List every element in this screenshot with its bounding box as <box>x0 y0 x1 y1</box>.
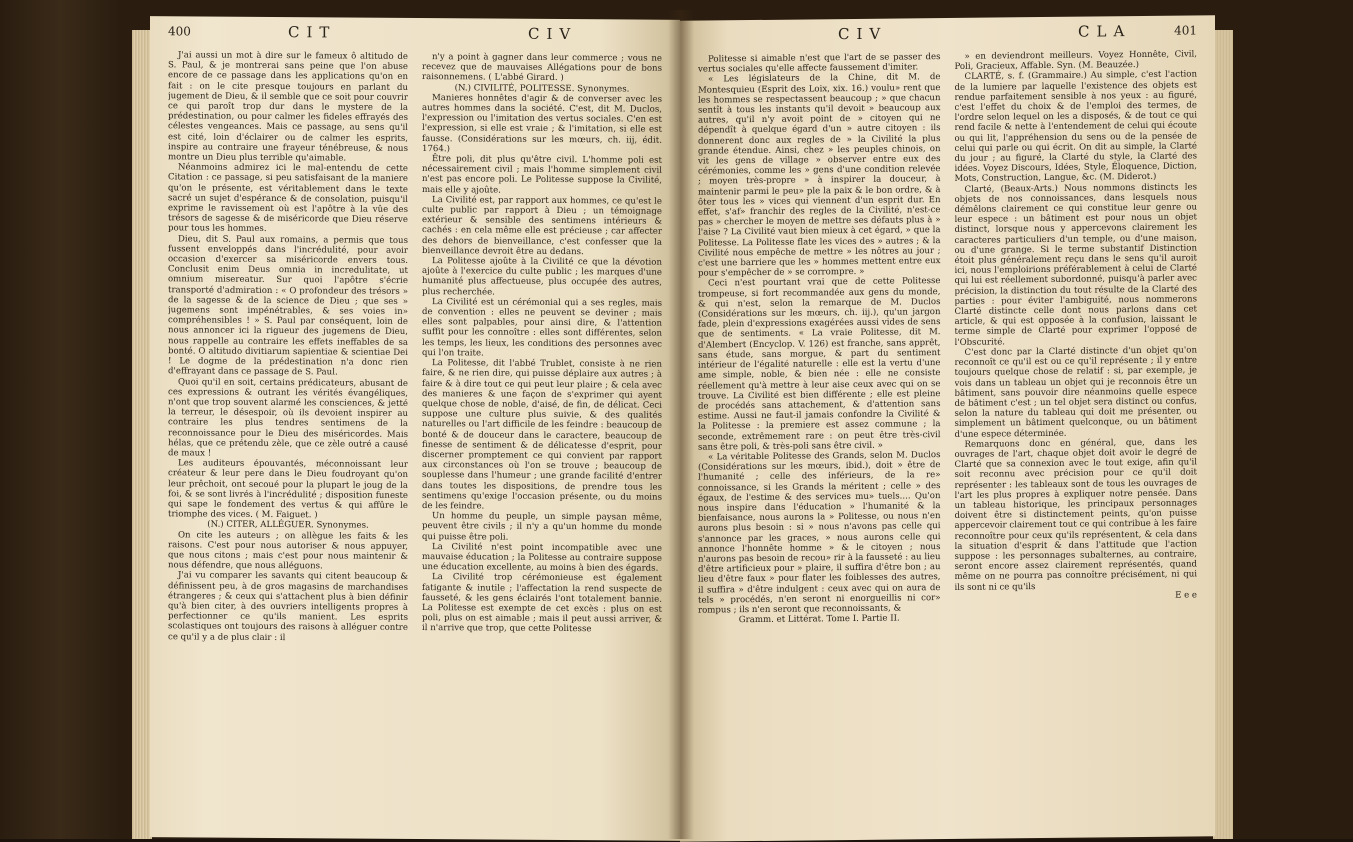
page-number: 401 <box>1174 23 1197 38</box>
left-page-header <box>168 16 662 45</box>
running-head: CIT <box>288 23 337 42</box>
running-head: CLA <box>1078 22 1132 41</box>
paragraph: La Civilité n'est point incompatible avec une mauvaise éducation ; la Politesse au contraire suppose une éducation excellente, au moins à bien des égards. <box>422 541 662 574</box>
paragraph: La Politesse, dit l'abbé Trublet, consiste à ne rien faire, & ne rien dire, qui puisse déplaire aux autres ; à faire & à dire tout ce qui peut leur plaire ; & cela avec des manieres & une façon de s'exprimer qui ayent quelque chose de noble, d'aisé, de fin, de délicat. Ceci suppose une culture plus suivie, & des qualités naturelles ou l'art difficile de les feindre : beaucoup de bonté & de douceur dans le caractere, beaucoup de finesse de sentiment & de délicatesse d'esprit, pour discerner promptement ce qui convient par rapport aux circonstances où l'on se trouve ; beaucoup de souplesse dans l'humeur ; une grande facilité d'entrer dans toutes les dispositions, de prendre tous les sentimens qu'exige l'occasion présente, ou du moins de les feindre. <box>422 358 662 512</box>
right-page <box>680 15 1215 842</box>
signature-mark: E e e <box>1175 590 1197 601</box>
paragraph: « La véritable Politesse des Grands, selon M. Duclos (Considérations sur les mœurs, ibid.), doit » être de l'humanité ; celle des inférieurs, de la re» connoissance, si les Grands la méritent ; celle » des égaux, de l'estime & des services mu» tuels.... Qu'on nous inspire dans l'éducation » l'humanité & la bienfaisance, nous aurons la » Politesse, ou nous n'en aurons plus besoin : si » nous n'avons pas celle qui s'annonce par les graces, » nous aurons celle qui annonce l'honnête homme » & le citoyen ; nous n'aurons pas besoin de recou» rir à la fausseté : au lieu d'être artificieux pour » plaire, il suffira d'être bon ; au lieu d'être faux » pour flater les foiblesses des autres, il suffira » d'être indulgent : ceux avec qui on aura de tels » procédés, n'en seront ni enorgueillis ni cor» rompus ; ils n'en seront que reconnoissants, & <box>698 449 941 616</box>
left-page <box>150 16 680 841</box>
book-gutter <box>668 10 694 839</box>
paragraph: Politesse si aimable n'est que l'art de se passer des vertus sociales qu'elle affecte faussement d'imiter. <box>698 52 941 75</box>
paragraph: » en deviendront meilleurs. Voyez Honnête, Civil, Poli, Gracieux, Affable. Syn. (M. Beauzée.) <box>954 49 1197 73</box>
paragraph: n'y a point à gagner dans leur commerce ; vous ne recevez que de mauvaises Allégations pour de bons raisonnemens. ( L'abbé Girard. ) <box>422 52 662 84</box>
running-head: CIV <box>528 24 578 44</box>
text-column <box>698 52 941 834</box>
paragraph: Dieu, dit S. Paul aux romains, a permis que tous fussent enveloppés dans l'incrédulité, pour avoir occasion d'exercer sa miséricorde envers tous. Conclusit enim Deus omnia in incredulitate, ut omnium misereatur. Sur quoi l'apôtre s'écrie transporté d'admiration : « O profondeur des trésors » de la sagesse & de la science de Dieu ; que ses » jugemens sont impénétrables, & ses voies in» compréhensibles ! » S. Paul par conséquent, loin de nous annoncer ici la rigueur des jugemens de Dieu, nous rappelle au contraire les effets ineffables de sa bonté. O altitudo divitiarum sapientiae & scientiae Dei ! Le dogme de la prédestination n'a donc rien d'effrayant dans ce passage de S. Paul. <box>168 234 408 378</box>
text-columns <box>698 49 1197 833</box>
paragraph: Être poli, dit plus qu'être civil. L'homme poli est nécessairement civil ; mais l'homme simplement civil n'est pas encore poli. Le Politesse suppose la Civilité, mais elle y ajoûte. <box>422 154 662 196</box>
paragraph: Les auditeurs épouvantés, méconnoissant leur créateur & leur pere dans le Dieu foudroyant qu'on leur prêchoit, ont secoué pour la plupart le joug de la foi, & se sont livrés à l'incrédulité ; disposition funeste qui sape le fondement des vertus & qui affûre le triomphe des vices. ( M. Faiguet. ) <box>168 458 408 521</box>
paragraph: La Civilité est, par rapport aux hommes, ce qu'est le culte public par rapport à Dieu ; un témoignage extérieur & sensible des sentimens intérieurs & cachés : en cela même elle est précieuse ; car affecter des dehors de bienveillance, c'est confesser que la bienveillance devroit être au dedans. <box>422 194 662 258</box>
page-number: 400 <box>168 24 191 39</box>
paragraph: On cite les auteurs ; on allègue les faits & les raisons. C'est pour nous autoriser & nous appuyer, que nous citons ; mais c'est pour nous maintenir & nous défendre, que nous alléguons. <box>168 529 408 572</box>
entry-heading: (N.) CITER, ALLÉGUER. Synonymes. <box>207 519 369 532</box>
entry-heading: (N.) CIVILITÉ, POLITESSE. Synonymes. <box>454 82 630 95</box>
paragraph: Clarté, (Beaux-Arts.) Nous nommons distincts les objets de nos connoissances, dans lesquels nous démêlons clairement ce qui constitue leur genre ou leur espece : un bâtiment est pour nous un objet distinct, lorsque nous y appercevons clairement les caracteres particuliers d'un temple, ou d'une maison, ou d'une grange. Si le terme substantif Distinction étoit plus généralement reçu dans le sens qu'il auroit ici, nous l'emploirions préférablement à celui de Clarté qui lui est réellement subordonné, puisqu'à parler avec précision, la distinction du tout résulte de la Clarté des parties : pour éviter l'ambiguité, nous nommerons Clarté distincte celle dont nous parlons dans cet article, & qui est opposée à la confusion, laissant le terme simple de Clarté pour exprimer l'opposé de l'Obscurité. <box>954 182 1197 348</box>
paragraph: Remarquons donc en général, que, dans les ouvrages de l'art, chaque objet doit avoir le degré de Clarté que sa connexion avec le tout exige, afin qu'il soit reconnu avec précision pour ce qu'il doit représenter : les tableaux sont de tous les ouvrages de l'art les plus propres à expliquer notre pensée. Dans un tableau historique, les principaux personnages doivent être si distinctement peints, qu'on puisse appercevoir clairement tout ce qui contribue à les faire reconnoître pour ceux qu'ils représentent, & cela dans la situation d'esprit & dans l'attitude que l'action suppose : les personnages subalternes, au contraire, seront encore assez clairement représentés, quand même on ne pourra pas connoître précisément, ni qui ils sont ni ce qu'ils <box>954 437 1197 593</box>
paragraph: Ceci n'est pourtant vrai que de cette Politesse trompeuse, si fort recommandée aux gens du monde, & qui n'est, selon la remarque de M. Duclos (Considérations sur les mœurs, ch. iij.), qu'un jargon fade, plein d'expressions exagérées aussi vides de sens que de sentiments. « La vraie Politesse, dit M. d'Alembert (Encyclop. V. 126) est franche, sans apprêt, sans étude, sans morgue, & part du sentiment intérieur de l'égalité naturelle : elle est la vertu d'une ame simple, noble, & bien née : elle ne consiste réellement qu'à mettre à leur aise ceux avec qui on se trouve. La Civilité est bien différente ; elle est pleine de procédés sans attachement, & d'attention sans estime. Aussi ne faut-il jamais confondre la Civilité & la Politesse : la premiere est assez commune ; la seconde, extrêmement rare : on peut être très-civil sans être poli, & très-poli sans être civil. » <box>698 276 941 453</box>
paragraph: C'est donc par la Clarté distincte d'un objet qu'on reconnoît ce qu'il est ou ce qu'il représente ; il y entre toujours quelque chose de relatif : si, par exemple, je vois dans un tableau un objet qui je reconnois être un bâtiment, sans pouvoir dire néanmoins quelle espece de bâtiment c'est ; un tel objet sera distinct ou confus, selon la nature du tableau qui doit me présenter, ou simplement un bâtiment quelconque, ou un bâtiment d'une espece déterminée. <box>954 345 1197 440</box>
text-column <box>422 52 662 833</box>
text-column <box>168 50 408 831</box>
text-column <box>955 49 1198 831</box>
paragraph: J'ai aussi un mot à dire sur le fameux ô altitudo de S. Paul, & je montrerai sans peine que l'on abuse encore de ce passage dans les applications qu'on en fait : on le cite presque toujours en parlant du jugement de Dieu, & il semble que ce soit pour couvrir ce qui paroît trop dur dans le mystere de la prédestination, ou pour calmer les fideles effrayés des célestes vengeances. Mais ce passage, au sens qu'il est cité, loin d'éclairer ou de calmer les esprits, inspire au contraire une frayeur ténébreuse, & nous montre un Dieu plus terrible qu'aimable. <box>168 50 408 164</box>
paragraph: J'ai vu comparer les savants qui citent beaucoup & définissent peu, à de gros magasins de marchandises étrangeres ; & ceux qui s'attachent plus à bien définir qu'à bien citer, à des ouvriers intelligents propres à perfectionner ce qu'ils manient. Les esprits scolastiques ont toujours des raisons à alléguer contre ce qu'il y a de plus clair : il <box>168 570 408 643</box>
paragraph: Un homme du peuple, un simple paysan même, peuvent être civils ; il n'y a qu'un homme du monde qui puisse être poli. <box>422 511 662 543</box>
paragraph: Quoi qu'il en soit, certains prédicateurs, abusant de ces expressions & outrant les vérités évangéliques, n'ont que trop souvent alarmé les consciences, & jetté la terreur, le désespoir, où ils devoient inspirer au contraire les plus tendres sentimens de la reconnoissance pour le Dieu des miséricordes. Mais hélas, que ce prétendu zèle, que ce zèle outré a causé de maux ! <box>168 376 408 459</box>
paragraph: La Civilité est un cérémonial qui a ses regles, mais de convention : elles ne peuvent se deviner ; mais elles sont palpables, pour ainsi dire, & l'attention suffit pour les connoître : elles sont différentes, selon les temps, les lieux, les conditions des personnes avec qui l'on traite. <box>422 296 662 359</box>
text-columns <box>168 50 662 832</box>
running-head: CIV <box>838 24 888 44</box>
page-edges-right <box>1213 30 1233 839</box>
page-edges-left <box>132 30 152 839</box>
paragraph: CLARTÉ, s. f. (Grammaire.) Au simple, c'est l'action de la lumiere par laquelle l'existence des objets est rendue parfaitement sensible à nos yeux : au figuré, c'est l'effet du choix & de l'emploi des termes, de l'ordre selon lequel on les a disposés, & de tout ce qui rend facile & nette à l'entendement de celui qui écoute ou qui lit, l'appréhension du sens ou de la pensée de celui qui parle ou qui écrit. On dit au simple, la Clarté du jour ; au figuré, la Clarté du style, la Clarté des idées. Voyez Discours, Idées, Style, Éloquence, Diction, Mots, Construction, Langue, &c. (M. Diderot.) <box>954 69 1197 185</box>
page-footer: Gramm. et Littérat. Tome I. Partie II. <box>738 613 900 626</box>
paragraph: La Civilité trop cérémonieuse est également fatigante & inutile ; l'affectation la rend suspecte de fausseté, & les gens éclairés l'ont totalement bannie. La Politesse est exempte de cet excès : plus on est poli, plus on est aimable ; mais il peut aussi arriver, & il n'arrive que trop, que cette Politesse <box>422 572 662 635</box>
paragraph: Manieres honnêtes d'agir & de converser avec les autres hommes dans la société. C'est, dit M. Duclos, l'expression ou l'imitation des vertus sociales. C'en est l'expression, si elle est vraie ; & l'imitation, si elle est fausse. (Considérations sur les mœurs, ch. iij, édit. 1764.) <box>422 92 662 155</box>
paragraph: Néanmoins admirez ici le mal-entendu de cette Citation : ce passage, si peu satisfaisant de la maniere qu'on le présente, est véritablement dans le texte sacré un sujet d'espérance & de consolation, puisqu'il exprime le ravissement où est l'apôtre à la vûe des trésors de sagesse & de miséricorde que Dieu réserve pour tous les hommes. <box>168 162 408 235</box>
paragraph: La Politesse ajoûte à la Civilité ce que la dévotion ajoûte à l'exercice du culte public ; les marques d'une humanité plus affectueuse, plus occupée des autres, plus recherchée. <box>422 256 662 298</box>
right-page-header <box>698 15 1197 46</box>
paragraph: « Les législateurs de la Chine, dit M. de Montesquieu (Esprit des Loix, xix. 16.) voulu» rent que les hommes se respectassent beaucoup ; » que chacun sentît à tous les instants qu'il devoit » beaucoup aux autres, qu'il n'y avoit point de » citoyen qui ne dépendît à quelque égard d'un » autre citoyen : ils donnerent donc aux regles de » la Civilité la plus grande étendue. Ainsi, chez » les peuples chinois, on vit les gens de village » observer entre eux des cérémonies, comme les » gens d'une condition relevée ; moyen très-propre » à inspirer la douceur, à maintenir parmi le peu» ple la paix & le bon ordre, & à ôter tous les » vices qui viennent d'un esprit dur. En effet, s'af» franchir des regles de la Civilité, n'est-ce pas » chercher le moyen de mettre ses défauts plus à » l'aise ? La Civilité vaut bien mieux à cet égard, » que la Politesse. La Politesse flate les vices des » autres ; & la Civilité nous empêche de mettre » les nôtres au jour ; c'est une barriere que les » hommes mettent entre eux pour s'empêcher de » se corrompre. » <box>698 72 941 279</box>
